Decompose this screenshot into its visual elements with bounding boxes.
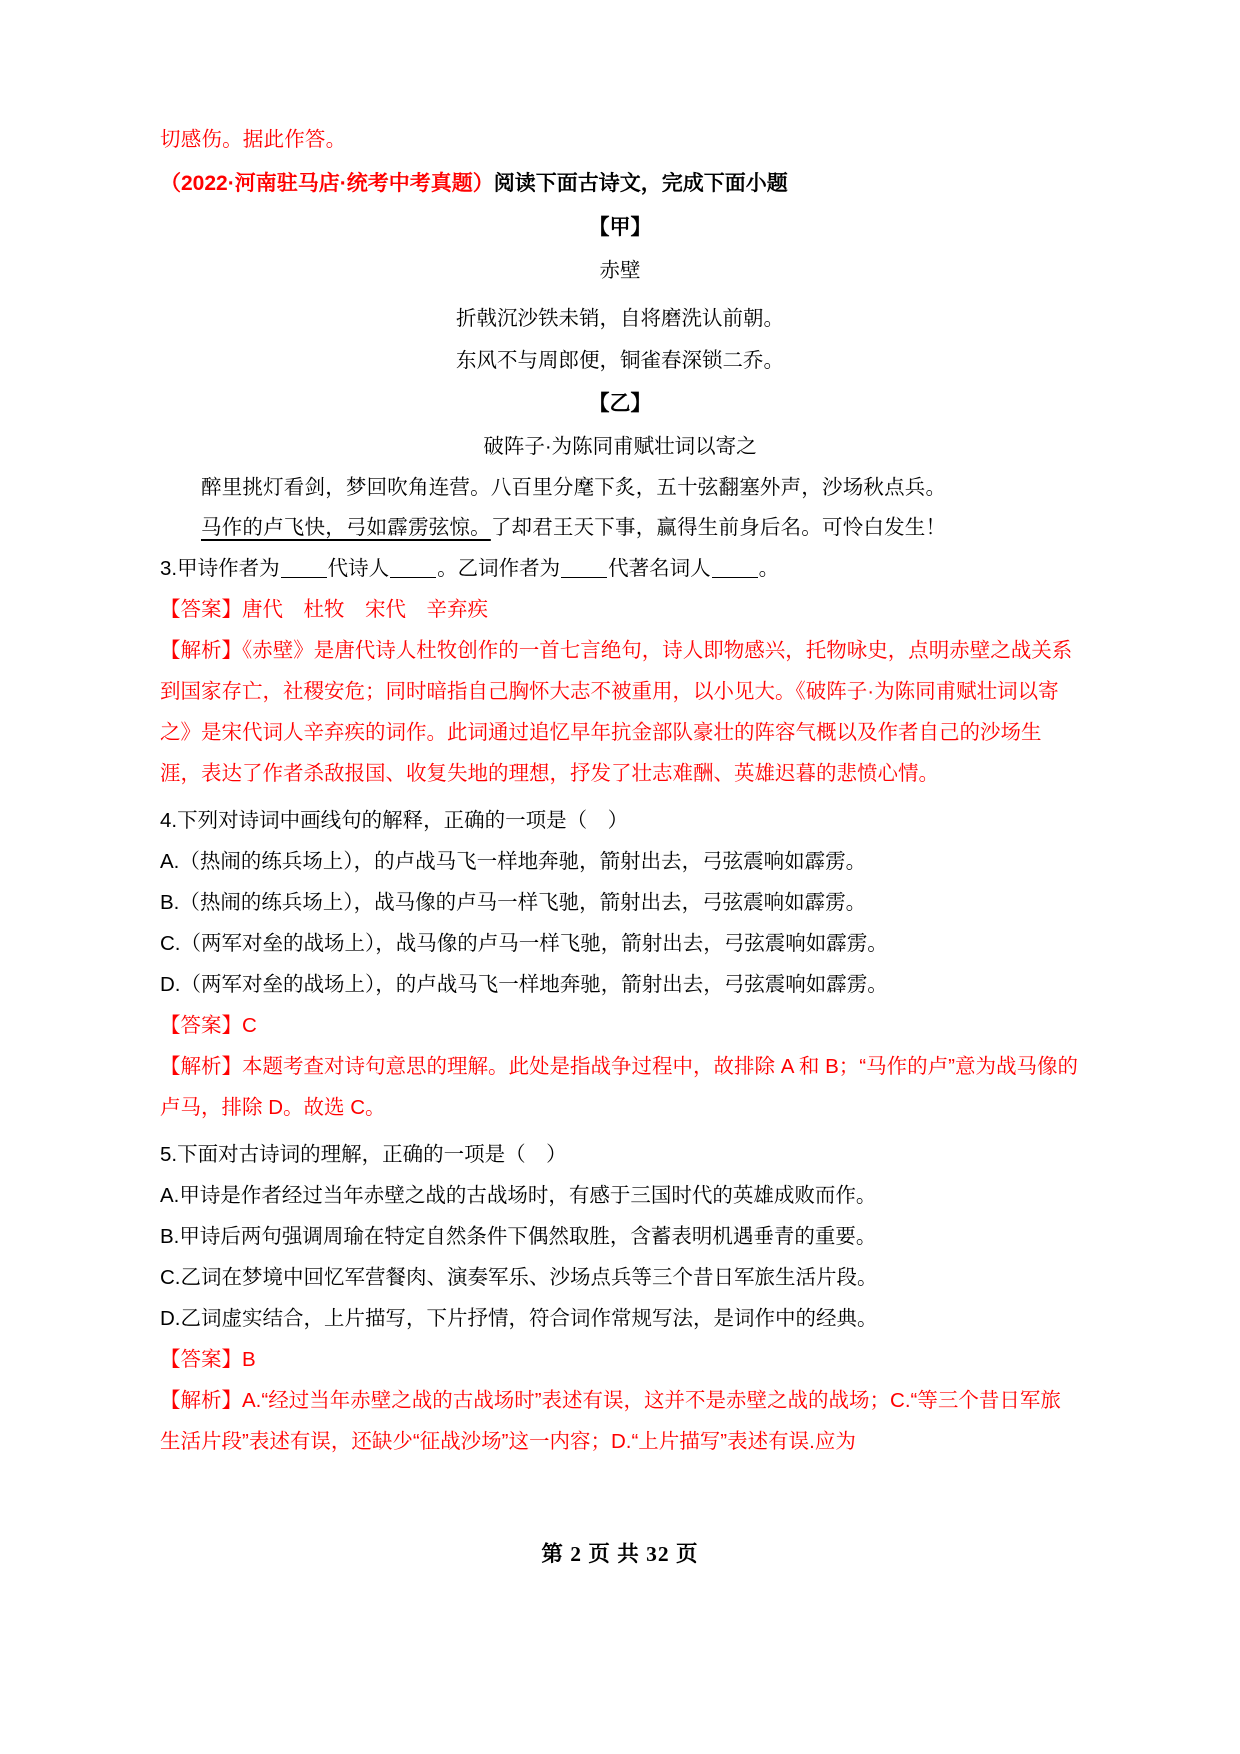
question-3-blank-1[interactable] bbox=[281, 577, 327, 578]
source-instruction: 阅读下面古诗文，完成下面小题 bbox=[493, 172, 788, 195]
question-3-stem bbox=[160, 548, 1080, 589]
passage-b-line-2 bbox=[160, 508, 1080, 548]
carryover-text: 切感伤。据此作答。 bbox=[160, 128, 347, 151]
passage-b-title: 破阵子·为陈同甫赋壮词以寄之 bbox=[483, 435, 757, 458]
source-tag: （2022·河南驻马店·统考中考真题） bbox=[160, 172, 494, 195]
question-5-analysis bbox=[160, 1380, 1080, 1462]
question-4-stem bbox=[160, 800, 1080, 841]
question-3-blank-2[interactable] bbox=[390, 577, 436, 578]
question-5-number: 5. bbox=[160, 1143, 178, 1166]
question-5-text: 下面对古诗词的理解，正确的一项是（ ） bbox=[177, 1143, 567, 1166]
question-4-number: 4. bbox=[160, 809, 178, 832]
analysis-text: 本题考查对诗句意思的理解。此处是指战争过程中，故排除 A 和 B；“马作的卢”意为战马像的卢马，排除 D。故选 C。 bbox=[160, 1055, 1078, 1119]
question-5-option-c[interactable]: C.乙词在梦境中回忆军营餐肉、演奏军乐、沙场点兵等三个昔日军旅生活片段。 bbox=[160, 1266, 878, 1289]
question-3-blank-3[interactable] bbox=[561, 577, 607, 578]
passage-b-label: 【乙】 bbox=[588, 392, 652, 415]
question-4-answer bbox=[160, 1005, 1080, 1046]
analysis-label: 【解析】 bbox=[160, 639, 242, 662]
question-4-analysis bbox=[160, 1046, 1080, 1128]
passage-a-line-1: 折戟沉沙铁未销，自将磨洗认前朝。 bbox=[456, 307, 784, 330]
question-3-text-2: 代诗人 bbox=[327, 557, 390, 580]
question-4-option-c[interactable]: C.（两军对垒的战场上），战马像的卢马一样飞驰，箭射出去，弓弦震响如霹雳。 bbox=[160, 932, 888, 955]
analysis-text: 《赤壁》是唐代诗人杜牧创作的一首七言绝句，诗人即物感兴，托物咏史，点明赤壁之战关系到国家存亡，社稷安危；同时暗指自己胸怀大志不被重用，以小见大。《破阵子·为陈同甫赋壮词以寄之》是宋代词人辛弃疾的词作。此词通过追忆早年抗金部队豪壮的阵容气概以及作者自己的沙场生涯，表达了作者杀敌报国、收复失地的理想，抒发了壮志难酬、英雄迟暮的悲愤心情。 bbox=[160, 639, 1073, 785]
question-4-option-a[interactable]: A.（热闹的练兵场上），的卢战马飞一样地奔驰，箭射出去，弓弦震响如霹雳。 bbox=[160, 850, 867, 873]
question-4-option-b[interactable]: B.（热闹的练兵场上），战马像的卢马一样飞驰，箭射出去，弓弦震响如霹雳。 bbox=[160, 891, 867, 914]
passage-a-line-2: 东风不与周郎便，铜雀春深锁二乔。 bbox=[456, 349, 784, 372]
source-heading bbox=[160, 162, 1080, 206]
question-3-text-3: 。乙词作者为 bbox=[437, 557, 561, 580]
analysis-label: 【解析】 bbox=[160, 1055, 242, 1078]
question-5-answer bbox=[160, 1339, 1080, 1380]
analysis-text: A.“经过当年赤壁之战的古战场时”表述有误，这并不是赤壁之战的战场；C.“等三个昔日军旅生活片段”表述有误，还缺少“征战沙场”这一内容；D.“上片描写”表述有误.应为 bbox=[160, 1389, 1061, 1453]
answer-label: 【答案】 bbox=[160, 1014, 242, 1037]
question-3-analysis bbox=[160, 630, 1080, 794]
answer-value: 唐代 杜牧 宋代 辛弃疾 bbox=[242, 598, 488, 621]
question-3-text-4: 代著名词人 bbox=[608, 557, 711, 580]
question-5-stem bbox=[160, 1134, 1080, 1175]
answer-value: B bbox=[242, 1348, 256, 1371]
answer-label: 【答案】 bbox=[160, 598, 242, 621]
question-4-option-d[interactable]: D.（两军对垒的战场上），的卢战马飞一样地奔驰，箭射出去，弓弦震响如霹雳。 bbox=[160, 973, 888, 996]
page-footer: 第 2 页 共 32 页 bbox=[541, 1542, 699, 1566]
passage-b-underlined-clause: 马作的卢飞快，弓如霹雳弦惊。 bbox=[201, 516, 491, 539]
passage-b-line-2-rest: 了却君王天下事，赢得生前身后名。可怜白发生！ bbox=[490, 516, 947, 539]
analysis-label: 【解析】 bbox=[160, 1389, 242, 1412]
answer-label: 【答案】 bbox=[160, 1348, 242, 1371]
question-5-option-d[interactable]: D.乙词虚实结合，上片描写，下片抒情，符合词作常规写法，是词作中的经典。 bbox=[160, 1307, 878, 1330]
question-5-option-b[interactable]: B.甲诗后两句强调周瑜在特定自然条件下偶然取胜，含蓄表明机遇垂青的重要。 bbox=[160, 1225, 877, 1248]
question-3-text-5: 。 bbox=[758, 557, 780, 580]
answer-value: C bbox=[242, 1014, 257, 1037]
question-3-number: 3. bbox=[160, 557, 178, 580]
question-3-blank-4[interactable] bbox=[712, 577, 758, 578]
passage-a-label: 【甲】 bbox=[588, 216, 652, 239]
question-5-option-a[interactable]: A.甲诗是作者经过当年赤壁之战的古战场时，有感于三国时代的英雄成败而作。 bbox=[160, 1184, 877, 1207]
question-4-text: 下列对诗词中画线句的解释，正确的一项是（ ） bbox=[177, 809, 629, 832]
question-3-answer bbox=[160, 589, 1080, 630]
question-3-text-1: 甲诗作者为 bbox=[177, 557, 280, 580]
passage-b-line-1: 醉里挑灯看剑，梦回吹角连营。八百里分麾下炙，五十弦翻塞外声，沙场秋点兵。 bbox=[201, 476, 947, 499]
passage-a-title: 赤壁 bbox=[599, 259, 641, 282]
